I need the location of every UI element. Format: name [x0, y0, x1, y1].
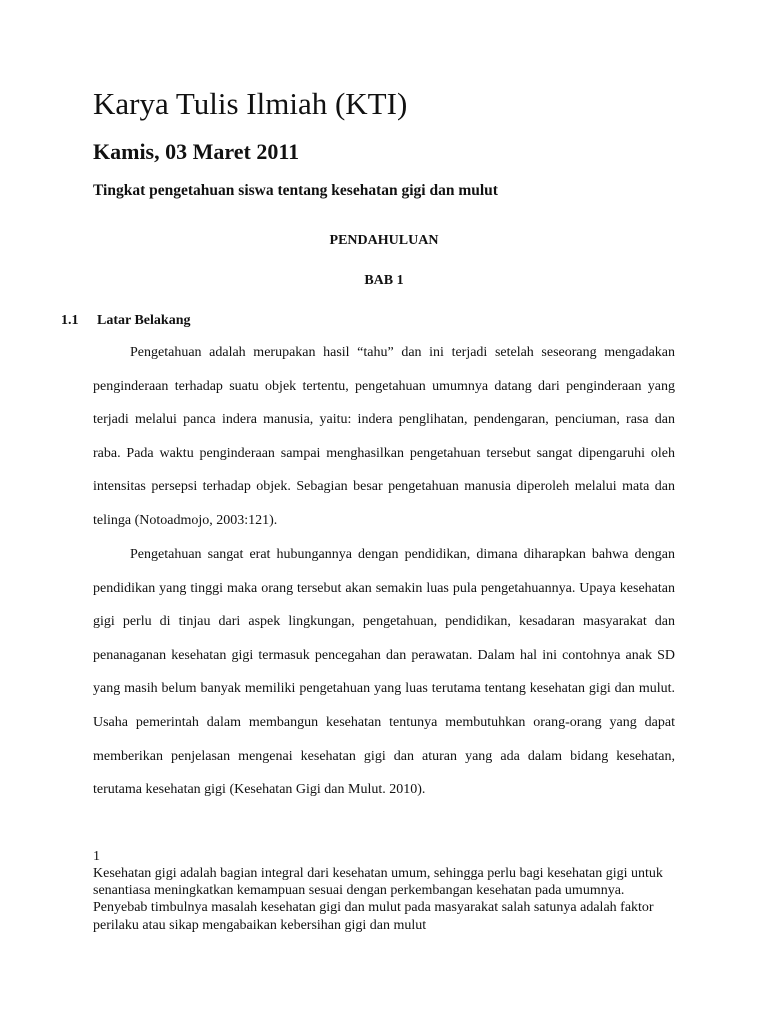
footnote-number: 1 — [93, 849, 100, 864]
section-heading: PENDAHULUAN — [329, 233, 439, 248]
document-title: Karya Tulis Ilmiah (KTI) — [93, 86, 408, 121]
body-paragraph: Pengetahuan sangat erat hubungannya dengan pendidikan, dimana diharapkan bahwa dengan pendidikan yang tinggi maka orang tersebut akan semakin luas pula pengetahuannya. Upaya kesehatan gigi perlu di tinjau dari aspek lingkungan, pengetahuan, pendidikan, kesadaran masyarakat dan penanaganan kesehatan gigi termasuk pencegahan dan perawatan. Dalam hal ini contohnya anak SD yang masih belum banyak memiliki pengetahuan yang luas terutama tentang kesehatan gigi dan mulut. Usaha pemerintah dalam membangun kesehatan tentunya membutuhkan orang-orang yang dapat memberikan penjelasan mengenai kesehatan gigi dan aturan yang ada dalam bidang kesehatan, terutama kesehatan gigi (Kesehatan Gigi dan Mulut. 2010). — [93, 547, 675, 798]
section-number: 1.1 — [61, 313, 79, 328]
footnote-text: Kesehatan gigi adalah bagian integral dari kesehatan umum, sehingga perlu bagi kesehatan gigi untuk senantiasa meningkatkan kemampuan sesuai dengan perkembangan kesehatan pada umumnya. Penyebab timbulnya masalah kesehatan gigi dan mulut pada masyarakat salah satunya adalah faktor perilaku atau sikap mengabaikan kebersihan gigi dan mulut — [93, 866, 663, 933]
post-date: Kamis, 03 Maret 2011 — [93, 139, 300, 164]
chapter-heading: BAB 1 — [364, 273, 404, 288]
section-title: Latar Belakang — [97, 313, 191, 328]
body-paragraph: Pengetahuan adalah merupakan hasil “tahu” dan ini terjadi setelah seseorang mengadakan penginderaan terhadap suatu objek tertentu, pengetahuan umumnya datang dari penginderaan yang terjadi melalui panca indera manusia, yaitu: indera penglihatan, pendengaran, penciuman, rasa dan raba. Pada waktu penginderaan sampai menghasilkan pengetahuan tersebut sangat dipengaruhi oleh intensitas persepsi terhadap objek. Sebagian besar pengetahuan manusia diperoleh melalui mata dan telinga (Notoadmojo, 2003:121). — [93, 345, 675, 528]
document-subtitle: Tingkat pengetahuan siswa tentang kesehatan gigi dan mulut — [93, 182, 498, 199]
